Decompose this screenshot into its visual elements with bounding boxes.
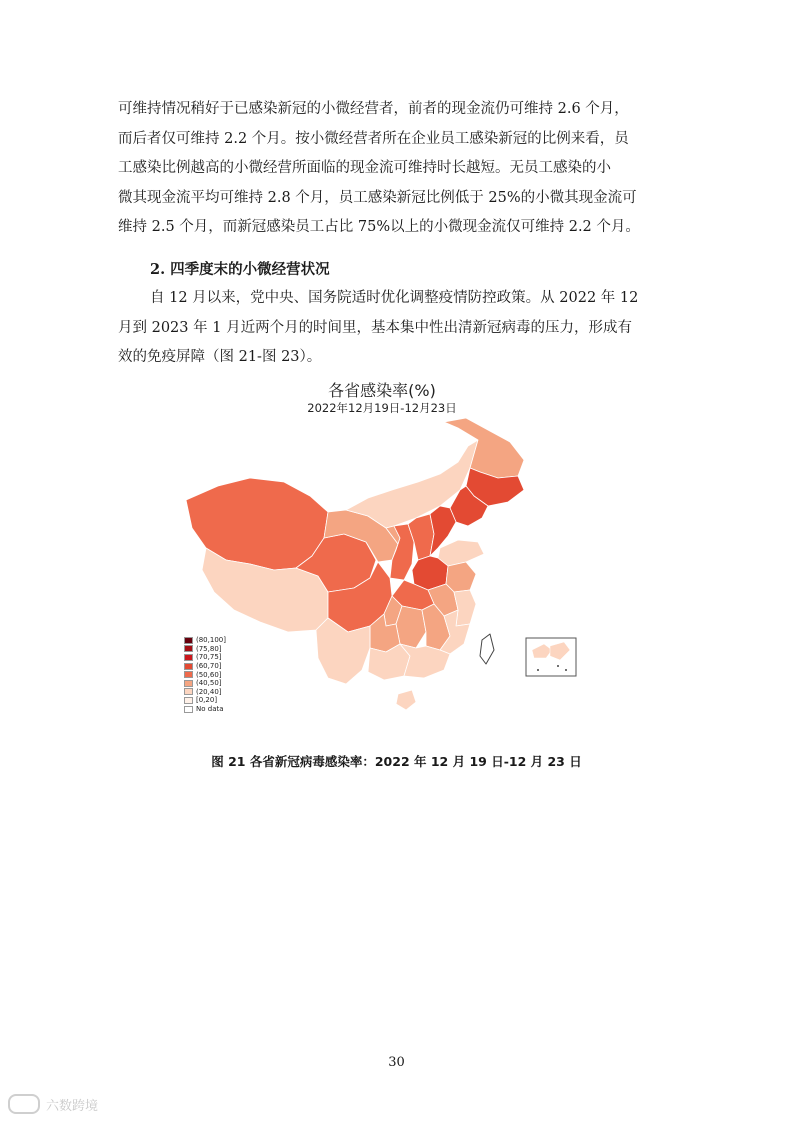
south-china-sea-inset	[526, 638, 576, 676]
figure-caption: 图 21 各省新冠病毒感染率：2022 年 12 月 19 日-12 月 23 日	[211, 754, 582, 769]
legend-label: (75,80]	[196, 644, 222, 653]
province-region	[454, 590, 476, 626]
paragraph-line: 工感染比例越高的小微经营所面临的现金流可维持时长越短。无员工感染的小	[118, 160, 611, 176]
page-number: 30	[388, 1055, 405, 1070]
figure-title: 各省感染率(%)	[328, 381, 436, 400]
legend-label: No data	[196, 705, 224, 714]
legend-swatch	[184, 663, 193, 670]
legend-swatch	[184, 697, 193, 704]
map-legend	[184, 636, 226, 713]
province-region	[480, 634, 494, 664]
legend-item	[184, 645, 226, 654]
legend-label: (60,70]	[196, 662, 222, 671]
legend-label: (40,50]	[196, 679, 222, 688]
legend-label: (20,40]	[196, 687, 222, 696]
province-region	[446, 562, 476, 592]
legend-item	[184, 705, 226, 714]
legend-swatch	[184, 645, 193, 652]
legend-item	[184, 688, 226, 697]
paragraph-line: 维持 2.5 个月，而新冠感染员工占比 75%以上的小微现金流仅可维持 2.2 个月。	[118, 219, 640, 235]
legend-swatch	[184, 706, 193, 713]
legend-label: (70,75]	[196, 653, 222, 662]
legend-item	[184, 662, 226, 671]
paragraph-line: 自 12 月以来，党中央、国务院适时优化调整疫情防控政策。从 2022 年 12	[150, 290, 639, 306]
section-heading: 2. 四季度末的小微经营状况	[150, 261, 330, 278]
legend-item	[184, 696, 226, 705]
china-province-map	[178, 378, 586, 736]
legend-label: (80,100]	[196, 636, 226, 645]
legend-swatch	[184, 637, 193, 644]
paragraph-line: 可维持情况稍好于已感染新冠的小微经营者，前者的现金流仍可维持 2.6 个月，	[118, 101, 629, 117]
infection-rate-map-figure	[178, 378, 586, 736]
paragraph-line: 而后者仅可维持 2.2 个月。按小微经营者所在企业员工感染新冠的比例来看，员	[118, 130, 629, 147]
legend-label: (50,60]	[196, 670, 222, 679]
watermark-logo-icon	[8, 1094, 40, 1114]
legend-swatch	[184, 680, 193, 687]
legend-swatch	[184, 688, 193, 695]
figure-subtitle: 2022年12月19日-12月23日	[307, 401, 457, 415]
province-region	[396, 606, 426, 648]
legend-item	[184, 670, 226, 679]
paragraph-2	[118, 284, 678, 373]
province-region	[438, 540, 484, 566]
paragraph-line: 月到 2023 年 1 月近两个月的时间里，基本集中性出清新冠病毒的压力，形成有	[118, 319, 633, 336]
watermark	[8, 1094, 98, 1114]
legend-swatch	[184, 654, 193, 661]
province-region	[396, 690, 416, 710]
paragraph-1	[118, 95, 678, 243]
watermark-text: 六数跨境	[46, 1098, 99, 1114]
paragraph-line: 效的免疫屏障（图 21-图 23）。	[118, 349, 322, 365]
paragraph-line: 微其现金流平均可维持 2.8 个月，员工感染新冠比例低于 25%的小微其现金流可	[118, 189, 637, 206]
legend-item	[184, 636, 226, 645]
legend-swatch	[184, 671, 193, 678]
legend-label: [0,20]	[196, 696, 218, 705]
legend-item	[184, 653, 226, 662]
legend-item	[184, 679, 226, 688]
